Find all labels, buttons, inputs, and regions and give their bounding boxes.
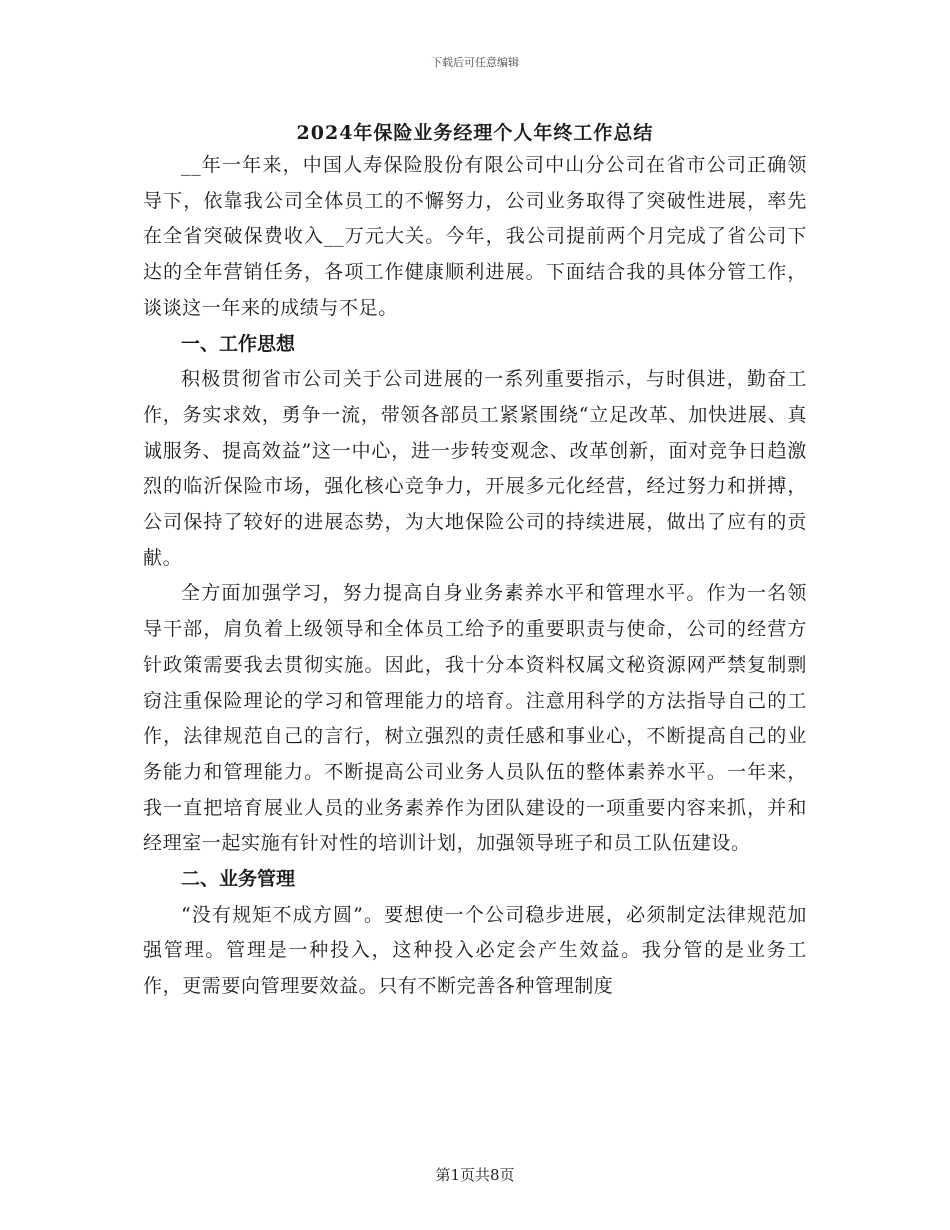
section-heading-business-management: 二、业务管理: [181, 868, 296, 891]
document-title: 2024年保险业务经理个人年终工作总结: [296, 122, 654, 144]
section-heading-work-thinking: 一、工作思想: [181, 332, 296, 355]
paragraph-intro: __年一年来，中国人寿保险股份有限公司中山分公司在省市公司正确领导下，依靠我公司全体员工的不懈努力，公司业务取得了突破性进展，率先在全省突破保费收入__万元大关。今年，我公司提前两个月完成了省公司下达的全年营销任务，各项工作健康顺利进展。下面结合我的具体分管工作，谈谈这一年来的成绩与不足。: [143, 154, 807, 319]
paragraph-learning: 全方面加强学习，努力提高自身业务素养水平和管理水平。作为一名领导干部，肩负着上级领导和全体员工给予的重要职责与使命，公司的经营方针政策需要我去贯彻实施。因此，我十分本资料权属文秘资源网严禁复制剽窃注重保险理论的学习和管理能力的培育。注意用科学的方法指导自己的工作，法律规范自己的言行，树立强烈的责任感和事业心，不断提高自己的业务能力和管理能力。不断提高公司业务人员队伍的整体素养水平。一年来，我一直把培育展业人员的业务素养作为团队建设的一项重要内容来抓，并和经理室一起实施有针对性的培训计划，加强领导班子和员工队伍建设。: [143, 582, 807, 855]
page-footer-number: 第1页共8页: [435, 1166, 515, 1184]
paragraph-business-management: “没有规矩不成方圆”。要想使一个公司稳步进展，必须制定法律规范加强管理。管理是一种投入，这种投入必定会产生效益。我分管的是业务工作，更需要向管理要效益。只有不断完善各种管理制度: [143, 903, 807, 998]
document-body: [143, 148, 807, 1005]
paragraph-work-thinking: 积极贯彻省市公司关于公司进展的一系列重要指示，与时俱进，勤奋工作，务实求效，勇争一流，带领各部员工紧紧围绕“立足改革、加快进展、真诚服务、提高效益”这一中心，进一步转变观念、改革创新，面对竞争日趋激烈的临沂保险市场，强化核心竞争力，开展多元化经营，经过努力和拼搏，公司保持了较好的进展态势，为大地保险公司的持续进展，做出了应有的贡献。: [143, 368, 807, 569]
page-header-note: 下载后可任意编辑: [431, 56, 519, 69]
